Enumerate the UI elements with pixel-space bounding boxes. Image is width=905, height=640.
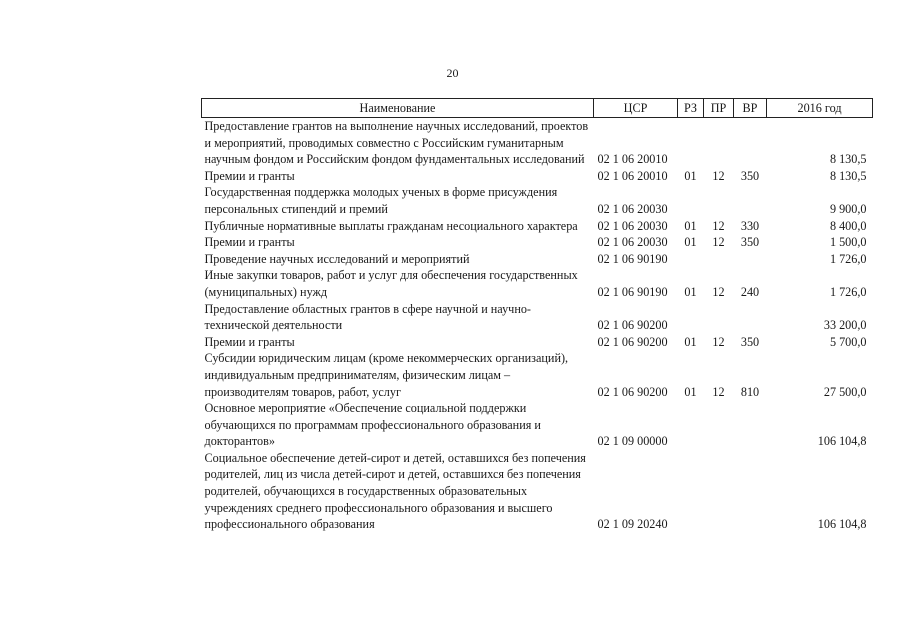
row-name: Публичные нормативные выплаты гражданам несоциального характера [204,218,578,233]
row-rz [678,400,704,450]
row-vr [734,450,767,533]
row-amount: 27 500,0 [823,384,867,399]
row-vr: 350 [740,334,760,349]
header-rz: РЗ [678,99,704,118]
row-name: Социальное обеспечение детей-сирот и детей, оставшихся без попечения родителей, лиц из числа детей-сирот и детей, оставшихся без попечения родителей, обучающихся в государственных образовательных учреждениях среднего профессионального образования и высшего профессионального образования [204,450,586,532]
row-amount: 106 104,8 [817,517,867,532]
row-vr [734,400,767,450]
row-pr [704,301,734,334]
row-csr: 02 1 06 90200 [597,384,668,399]
table-header [202,99,873,118]
row-amount: 1 500,0 [829,235,867,250]
row-rz [678,184,704,217]
row-rz [678,251,704,268]
row-name: Премии и гранты [204,334,295,349]
row-csr: 02 1 06 90200 [597,318,668,333]
row-amount: 1 726,0 [829,284,867,299]
table-row [202,267,873,300]
table-row [202,350,873,400]
row-amount: 5 700,0 [829,334,867,349]
header-row [202,99,873,118]
table-row [202,334,873,351]
row-name: Предоставление грантов на выполнение научных исследований, проектов и мероприятий, проводимых совместно с Российским гуманитарным научным фондом и Российским фондом фундаментальных исследований [204,119,589,167]
row-csr: 02 1 06 20010 [597,152,668,167]
row-pr [704,251,734,268]
row-pr [704,400,734,450]
table-row [202,251,873,268]
row-vr: 330 [740,218,760,233]
row-name: Иные закупки товаров, работ и услуг для обеспечения государственных (муниципальных) нужд [204,268,578,299]
table-row [202,234,873,251]
row-pr: 12 [712,235,725,250]
row-csr: 02 1 06 20030 [597,218,668,233]
row-name: Предоставление областных грантов в сфере научной и научно-технической деятельности [204,301,531,333]
row-rz: 01 [684,168,697,183]
row-pr: 12 [712,218,725,233]
row-pr: 12 [712,384,725,399]
row-name: Премии и гранты [204,235,295,250]
row-amount: 9 900,0 [829,201,867,216]
row-vr: 350 [740,235,760,250]
table-row [202,118,873,168]
row-csr: 02 1 06 90200 [597,334,668,349]
row-name: Государственная поддержка молодых ученых в форме присуждения персональных стипендий и премий [204,185,558,216]
row-csr: 02 1 09 20240 [597,517,668,532]
header-name: Наименование [202,99,594,118]
row-csr: 02 1 06 20030 [597,235,668,250]
row-amount: 8 130,5 [829,152,867,167]
row-amount: 8 400,0 [829,218,867,233]
row-pr [704,450,734,533]
row-rz: 01 [684,284,697,299]
table-body [202,118,873,533]
header-vr: ВР [734,99,767,118]
table-row [202,301,873,334]
row-rz [678,301,704,334]
row-csr: 02 1 06 90190 [597,251,668,266]
row-rz [678,450,704,533]
row-pr: 12 [712,284,725,299]
row-rz [678,118,704,168]
row-vr: 350 [740,168,760,183]
row-rz: 01 [684,235,697,250]
row-pr: 12 [712,334,725,349]
row-rz: 01 [684,334,697,349]
row-csr: 02 1 06 20010 [597,168,668,183]
row-pr [704,118,734,168]
table-row [202,184,873,217]
row-amount: 8 130,5 [829,168,867,183]
page-number: 20 [446,66,459,80]
row-pr: 12 [712,168,725,183]
row-rz: 01 [684,218,697,233]
row-vr [734,184,767,217]
row-vr [734,301,767,334]
table-row [202,168,873,185]
row-amount: 106 104,8 [817,434,867,449]
budget-table [201,98,873,533]
row-name: Субсидии юридическим лицам (кроме некоммерческих организаций), индивидуальным предпринимателям, физическим лицам – производителям товаров, работ, услуг [204,351,569,399]
row-name: Проведение научных исследований и мероприятий [204,251,470,266]
row-csr: 02 1 09 00000 [597,434,668,449]
header-pr: ПР [704,99,734,118]
table-row [202,450,873,533]
row-amount: 1 726,0 [829,251,867,266]
row-amount: 33 200,0 [823,318,867,333]
row-rz: 01 [684,384,697,399]
row-vr [734,118,767,168]
header-year: 2016 год [767,99,873,118]
table-row [202,218,873,235]
row-name: Премии и гранты [204,168,295,183]
row-vr [734,251,767,268]
row-pr [704,184,734,217]
row-name: Основное мероприятие «Обеспечение социальной поддержки обучающихся по программам профессионального образования и докторантов» [204,401,541,449]
row-vr: 240 [740,284,760,299]
row-csr: 02 1 06 90190 [597,284,668,299]
header-csr: ЦСР [594,99,678,118]
table-row [202,400,873,450]
row-vr: 810 [740,384,760,399]
row-csr: 02 1 06 20030 [597,201,668,216]
